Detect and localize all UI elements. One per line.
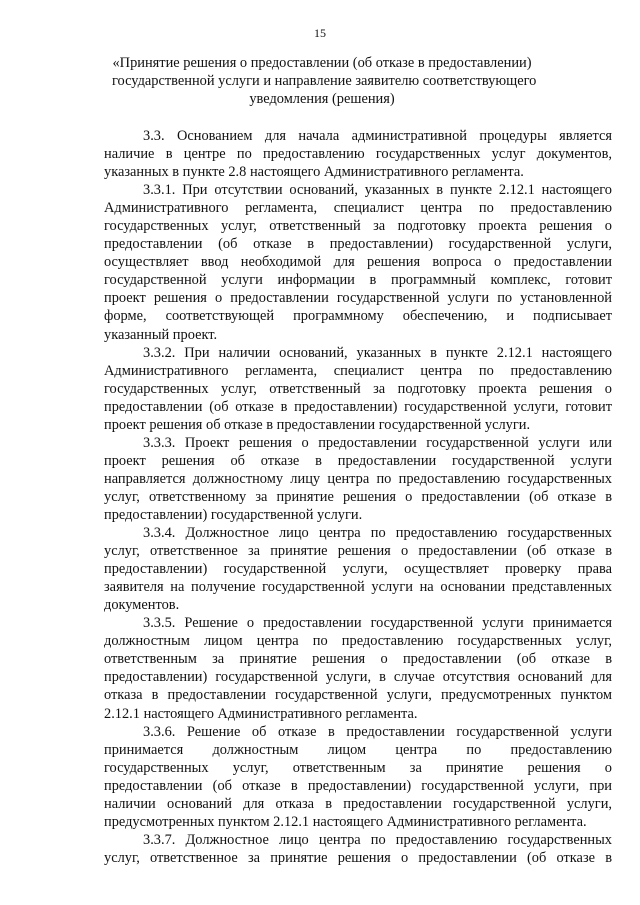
paragraph <box>104 127 612 181</box>
paragraph-line: документов. <box>104 597 180 614</box>
paragraph-line: государственных услуг, ответственным за принятие решения о <box>104 759 612 776</box>
paragraph-line: отказа в предоставлении государственной услуги, предусмотренных пунктом <box>104 687 612 704</box>
paragraph-line: Административного регламента, специалист центра по предоставлению <box>104 200 612 217</box>
paragraph-line: проект решения о предоставлении государственной услуги по установленной <box>104 290 612 307</box>
paragraph-line: проект решения об отказе в предоставлении государственной услуги. <box>104 416 531 433</box>
paragraph-line: 2.12.1 настоящего Административного регламента. <box>104 705 418 722</box>
paragraph-line: форме, соответствующей программному обеспечению, и подписывает <box>104 308 612 325</box>
paragraph <box>104 524 612 614</box>
paragraph <box>104 434 612 524</box>
paragraph-line: предоставлении) государственной услуги. <box>104 506 363 523</box>
paragraph-line: 3.3.2. При наличии оснований, указанных в пункте 2.12.1 настоящего <box>143 344 612 361</box>
paragraph <box>104 181 612 343</box>
paragraph <box>104 614 612 722</box>
paragraph <box>104 831 612 867</box>
paragraph-line: предоставлении (об отказе в предоставлении) государственной услуги, готовит <box>104 398 612 415</box>
document-body <box>104 127 612 867</box>
paragraph-line: предоставлении (об отказе в предоставлении) государственной услуги, при <box>104 777 612 794</box>
paragraph-line: государственных услуг, ответственный за подготовку проекта решения о <box>104 380 612 397</box>
paragraph-line: предоставлении) государственной услуги, в случае отсутствия оснований для <box>104 669 612 686</box>
paragraph-line: 3.3.1. При отсутствии оснований, указанных в пункте 2.12.1 настоящего <box>143 182 612 199</box>
page-number: 15 <box>314 26 326 40</box>
paragraph-line: государственных услуг, ответственный за подготовку проекта решения о <box>104 218 612 235</box>
paragraph-line: 3.3.7. Должностное лицо центра по предоставлению государственных <box>143 831 612 848</box>
heading-line: государственной услуги и направление заявителю соответствующего <box>112 73 537 89</box>
paragraph <box>104 723 612 831</box>
paragraph-line: 3.3.3. Проект решения о предоставлении государственной услуги или <box>143 434 612 451</box>
paragraph-line: принимается должностным лицом центра по предоставлению <box>104 741 612 758</box>
section-heading <box>112 54 537 108</box>
heading-line: «Принятие решения о предоставлении (об отказе в предоставлении) <box>112 55 532 71</box>
paragraph-line: услуг, ответственному за принятие решения о предоставлении (об отказе в <box>104 488 612 505</box>
paragraph-line: указанных в пункте 2.8 настоящего Административного регламента. <box>104 164 524 181</box>
paragraph-line: услуг, ответственное за принятие решения о предоставлении (об отказе в <box>104 543 612 560</box>
paragraph-line: государственной услуги информации в программный комплекс, готовит <box>104 272 612 289</box>
heading-line: уведомления (решения) <box>249 91 395 107</box>
paragraph-line: ответственным за принятие решения о предоставлении (об отказе в <box>104 651 612 668</box>
paragraph-line: заявителя на получение государственной услуги на основании представленных <box>104 579 612 596</box>
paragraph-line: 3.3.4. Должностное лицо центра по предоставлению государственных <box>143 525 612 542</box>
paragraph-line: направляется должностному лицу центра по предоставлению государственных <box>104 470 612 487</box>
paragraph-line: предусмотренных пунктом 2.12.1 настоящего Административного регламента. <box>104 813 587 830</box>
paragraph-line: 3.3.5. Решение о предоставлении государственной услуги принимается <box>143 615 612 632</box>
paragraph-line: 3.3. Основанием для начала административной процедуры является <box>143 128 612 144</box>
paragraph-line: наличие в центре по предоставлению государственных услуг документов, <box>104 146 612 163</box>
paragraph-line: предоставлении (об отказе в предоставлении) государственной услуги, <box>104 236 612 253</box>
paragraph-line: 3.3.6. Решение об отказе в предоставлении государственной услуги <box>143 723 612 740</box>
paragraph-line: Административного регламента, специалист центра по предоставлению <box>104 362 612 379</box>
paragraph <box>104 344 612 434</box>
paragraph-line: услуг, ответственное за принятие решения о предоставлении (об отказе в <box>104 849 612 866</box>
paragraph-line: должностным лицом центра по предоставлению государственных услуг, <box>104 633 612 650</box>
paragraph-line: осуществляет ввод необходимой для решения вопроса о предоставлении <box>104 254 612 271</box>
paragraph-line: указанный проект. <box>104 326 218 343</box>
paragraph-line: предоставлении) государственной услуги, осуществляет проверку права <box>104 561 612 578</box>
paragraph-line: проект решения об отказе в предоставлении государственной услуги <box>104 452 612 469</box>
paragraph-line: наличии оснований для отказа в предоставлении государственной услуги, <box>104 795 612 812</box>
